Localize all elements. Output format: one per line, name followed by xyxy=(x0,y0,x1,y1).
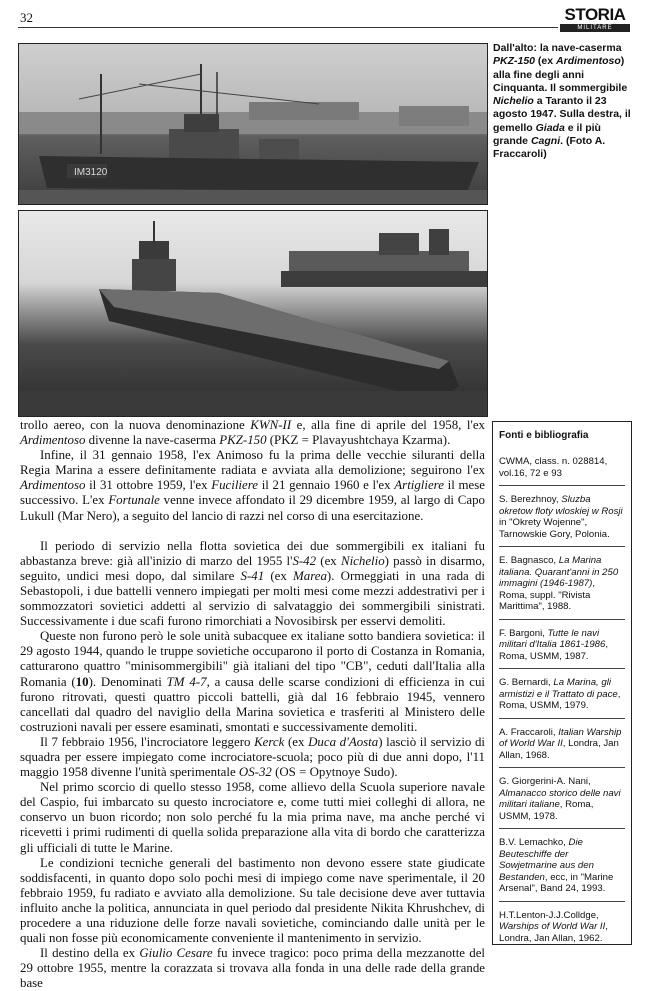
page-number: 32 xyxy=(20,10,33,25)
paragraph: Le condizioni tecniche generali del bastimento non devono essere state giudicate soddisfacenti, in quanto dopo solo pochi mesi di impiego come nave sperimentale, il 20 febbraio 1959, fu radiato e avviato alla demolizione. Su tale decisione deve aver tuttavia influito anche la politica, annunciata in quel periodo dal presidente Nikita Khrushchev, di procedere a una riduzione delle forze navali sovietiche, cominciando dalle unità per le quali non fosse più economicamente conveniente il mantenimento in servizio. xyxy=(20,855,485,946)
paragraph: Nel primo scorcio di quello stesso 1958, come allievo della Scuola superiore navale del Caspio, fui imbarcato su questo incrociatore e, come tutti miei colleghi di allora, ne conservo un buon ricordo; non solo perché fu la mia prima nave, ma anche perché vi ricevetti i primi rudimenti di quella solida preparazione alla vita di bordo che caratterizza gli ufficiali di tutte le Marine. xyxy=(20,780,485,855)
bibliography-item: G. Giorgerini-A. Nani, Almanacco storico delle navi militari italiane, Roma, USMM, 1978. xyxy=(499,773,625,829)
photo-submarine-nichelio xyxy=(18,210,488,417)
bibliography-item: H.T.Lenton-J.J.Colldge, Warships of World War II, Londra, Jan Allan, 1962. xyxy=(499,909,608,944)
bibliography-item: CWMA, class. n. 028814, vol.16, 72 e 93 xyxy=(499,453,625,486)
bibliography-item: S. Berezhnoy, Sluzba okretow floty wloskiej w Rosji in "Okrety Wojenne", Tarnowskie Gory, Polonia. xyxy=(499,491,625,547)
bibliography-item: G. Bernardi, La Marina, gli armistizi e il Trattato di pace, Roma, USMM, 1979. xyxy=(499,674,625,719)
bibliography-item: E. Bagnasco, La Marina italiana. Quarant'anni in 250 immagini (1946-1987), Roma, suppl. "Rivista Marittima", 1988. xyxy=(499,552,625,620)
hull-marking: IM3120 xyxy=(74,167,108,178)
paragraph: Il destino della ex Giulio Cesare fu invece tragico: poco prima della mezzanotte del 29 ottobre 1955, mentre la corazzata si trovava alla fonda in una delle rade della grande base xyxy=(20,946,485,991)
paragraph: Il periodo di servizio nella flotta sovietica dei due sommergibili ex italiani fu abbastanza breve: già all'inizio di marzo del 1955 l'S-42 (ex Nichelio) passò in disarmo, seguito, undici mesi dopo, dal similare S-41 (ex Marea). Ormeggiati in una rada di Sebastopoli, i due battelli vennero impiegati per molti mesi come mezzi addestrativi per i sommozzatori sovietici addetti al servizio di salvataggio dei sommergibili sinistrati. Successivamente i due scafi furono rimorchiati a Novosibirsk per esservi demoliti. xyxy=(20,538,486,629)
bibliography-title: Fonti e bibliografia xyxy=(499,430,589,441)
paragraph: Il 7 febbraio 1956, l'incrociatore leggero Kerck (ex Duca d'Aosta) lasciò il servizio di squadra per essere impiegato come incrociatore-scuola; poco più di due anni dopo, l'11 maggio 1958 divenne l'unità sperimentale OS-32 (OS = Opytnoye Sudo). xyxy=(20,734,486,780)
bibliography-item: F. Bargoni, Tutte le navi militari d'Italia 1861-1986, Roma, USMM, 1987. xyxy=(499,625,625,670)
magazine-logo xyxy=(560,6,630,32)
paragraph: Infine, il 31 gennaio 1958, l'ex Animoso fu la prima delle vecchie siluranti della Regia Marina a essere definitamente radiata e avviata alla demolizione; seguirono l'ex Ardimentoso il 31 ottobre 1959, l'ex Fuciliere il 21 gennaio 1960 e l'ex Artigliere il mese successivo. L'ex Fortunale venne invece affondato il 29 dicembre 1959, al largo di Capo Lukull (Mar Nero), a seguito del lancio di razzi nel corso di una esercitazione. xyxy=(20,448,485,523)
photo-caption xyxy=(493,42,633,162)
article-body xyxy=(20,418,485,991)
caption-text: Dall'alto: la nave-caserma PKZ-150 (ex Ardimentoso) alla fine degli anni Cinquanta. Il sommergibile Nichelio a Taranto il 23 agosto 1947. Sulla destra, il gemello Giada e il più grande Cagni. (Foto A. Fraccaroli) xyxy=(493,42,631,161)
logo-subtitle: MILITARE xyxy=(560,24,630,32)
paragraph: trollo aereo, con la nuova denominazione KWN-II e, alla fine di aprile del 1958, l'ex Ardimentoso divenne la nave-caserma PKZ-150 (PKZ = Plavayushtchaya Kzarma). xyxy=(20,418,485,448)
photo-barracks-ship xyxy=(18,43,488,205)
bibliography-item: A. Fraccaroli, Italian Warship of World War II, Londra, Jan Allan, 1968. xyxy=(499,724,625,769)
bibliography-box xyxy=(492,421,632,945)
logo-title: STORIA xyxy=(564,5,626,24)
header-rule xyxy=(18,27,558,28)
bibliography-item: B.V. Lemachko, Die Beuteschiffe der Sowjetmarine aus den Bestanden, ecc, in "Marine Arsenal", Band 24, 1993. xyxy=(499,834,625,902)
paragraph: Queste non furono però le sole unità subacquee ex italiane sotto bandiera sovietica: il 29 agosto 1944, quando le truppe sovietiche occuparono il porto di Costanza in Romania, catturarono quattro "minisommergibili" già italiani del tipo "CB", ceduti dall'Italia alla Romania (10). Denominati TM 4-7, a causa delle scarse condizioni di efficienza in cui furono ritrovati, questi quattro piccoli battelli, già dal 16 febbraio 1945, vennero cancellati dal quadro del naviglio della Marina sovietica e trasferiti al Ministero delle costruzioni navali per essere esaminati, smontati e successivamente demoliti. xyxy=(20,629,485,734)
